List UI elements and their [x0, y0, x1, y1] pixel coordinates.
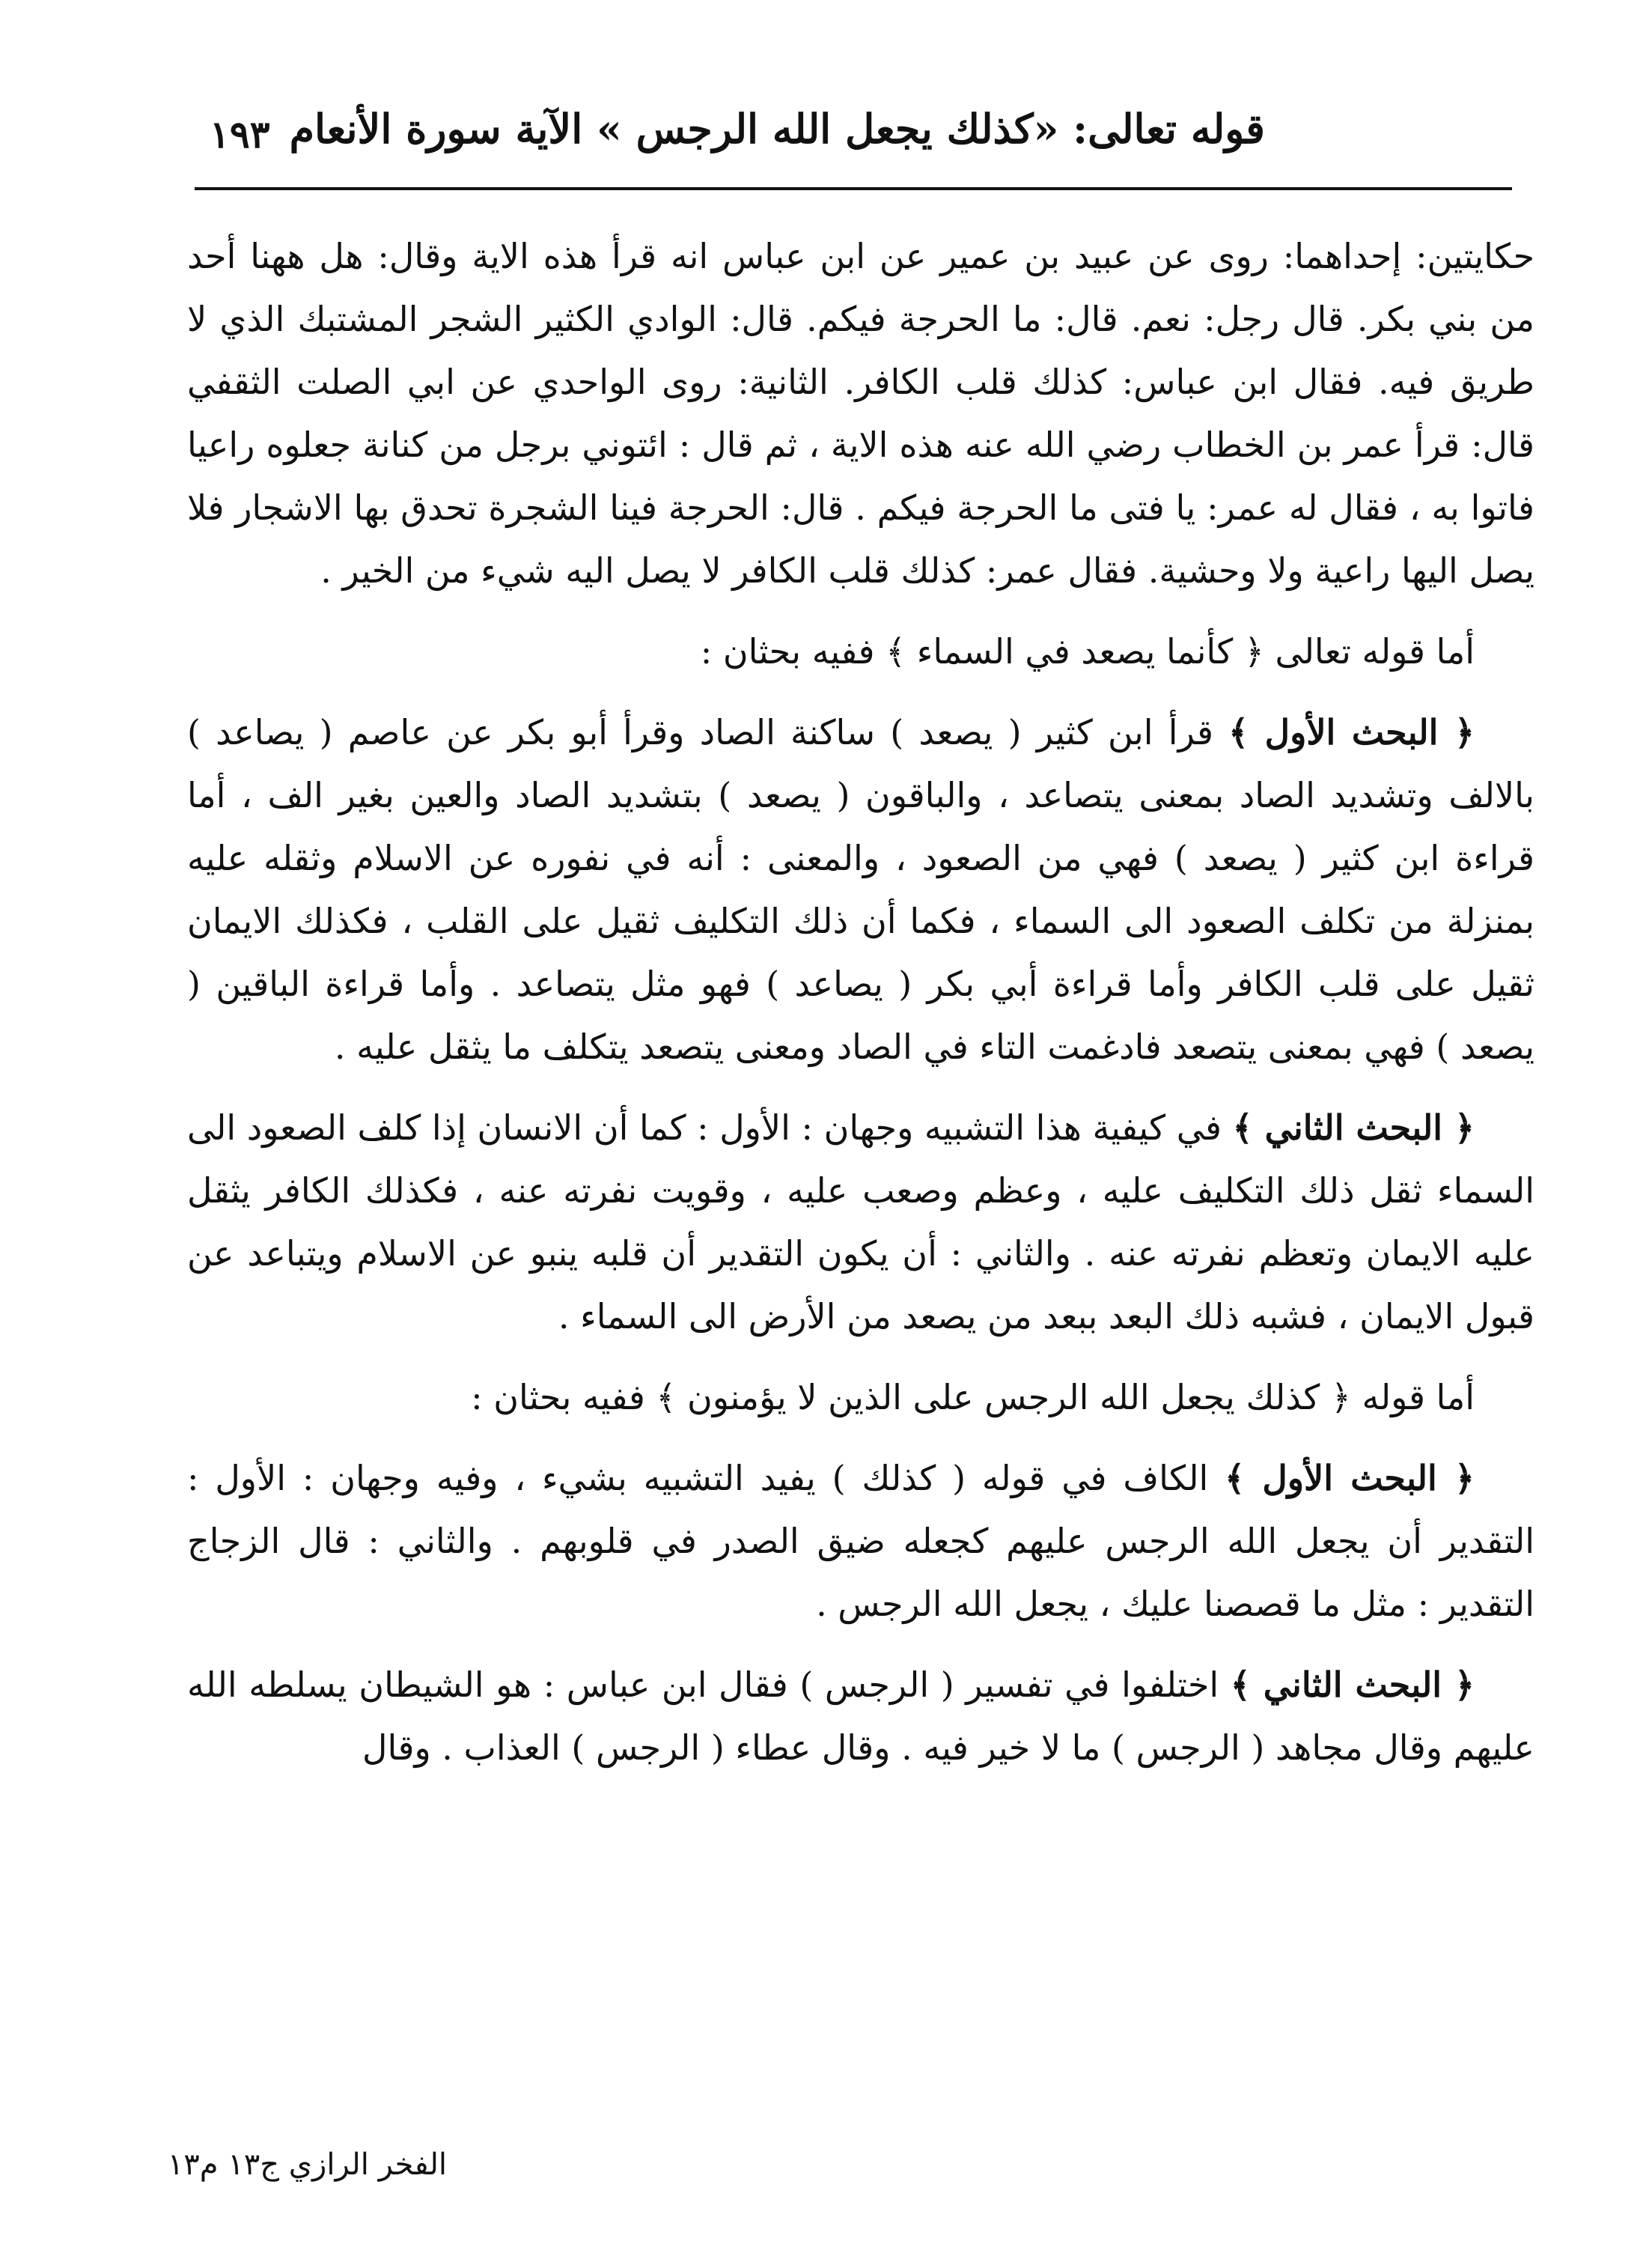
paragraph-text: اختلفوا في تفسير ( الرجس ) فقال ابن عباس : هو الشيطان يسلطه الله عليهم وقال مجاهد ( الرجس ) ما لا خير فيه . وقال عطاء ( الرجس ) العذاب . وقال — [187, 1664, 1534, 1768]
section-heading: ﴿ البحث الثاني ﴾ — [1232, 1107, 1475, 1148]
section-heading: ﴿ البحث الأول ﴾ — [1228, 712, 1475, 752]
paragraph-text: في كيفية هذا التشبيه وجهان : الأول : كما أن الانسان إذا كلف الصعود الى السماء ثقل ذلك التكليف عليه ، وعظم وصعب عليه ، وقويت نفرته عنه ، فكذلك الكافر يثقل عليه الايمان وتعظم نفرته عنه . والثاني : أن يكون التقدير أن قلبه ينبو عن الاسلام ويتباعد عن قبول الايمان ، فشبه ذلك البعد ببعد من يصعد من الأرض الى السماء . — [187, 1107, 1534, 1337]
paragraph-text: أما قوله تعالى ﴿ كأنما يصعد في السماء ﴾ ففيه بحثان : — [700, 631, 1475, 672]
paragraph-first-discussion-2 — [187, 1447, 1534, 1635]
paragraph-text: الكاف في قوله ( كذلك ) يفيد التشبيه بشيء ، وفيه وجهان : الأول : التقدير أن يجعل الله الرجس عليهم كجعله ضيق الصدر في قلوبهم . والثاني : قال الزجاج التقدير : مثل ما قصصنا عليك ، يجعل الله الرجس . — [187, 1458, 1534, 1624]
paragraph-second-discussion-1 — [187, 1096, 1534, 1348]
paragraph-second-discussion-2 — [187, 1653, 1534, 1779]
paragraph-text: حكايتين: إحداهما: روى عن عبيد بن عمير عن ابن عباس انه قرأ هذه الاية وقال: هل ههنا أحد من بني بكر. قال رجل: نعم. قال: ما الحرجة فيكم. قال: الوادي الكثير الشجر المشتبك الذي لا طريق فيه. فقال ابن عباس: كذلك قلب الكافر. الثانية: روى الواحدي عن ابي الصلت الثقفي قال: قرأ عمر بن الخطاب رضي الله عنه هذه الاية ، ثم قال : ائتوني برجل من كنانة جعلوه راعيا فاتوا به ، فقال له عمر: يا فتى ما الحرجة فيكم . قال: الحرجة فينا الشجرة تحدق بها الاشجار فلا يصل اليها راعية ولا وحشية. فقال عمر: كذلك قلب الكافر لا يصل اليه شيء من الخير . — [187, 236, 1534, 591]
paragraph-verse-intro-1 — [187, 620, 1534, 683]
body-text — [187, 225, 1534, 1797]
paragraph-text: أما قوله ﴿ كذلك يجعل الله الرجس على الذين لا يؤمنون ﴾ ففيه بحثان : — [471, 1377, 1475, 1417]
paragraph-verse-intro-2 — [187, 1366, 1534, 1429]
section-heading: ﴿ البحث الأول ﴾ — [1225, 1458, 1475, 1498]
paragraph-first-discussion-1 — [187, 701, 1534, 1078]
page-footer-signature: الفخر الرازي ج١٣ م١٣ — [167, 2147, 447, 2182]
section-heading: ﴿ البحث الثاني ﴾ — [1230, 1664, 1475, 1705]
page-number: ١٩٣ — [210, 112, 270, 156]
paragraph-stories — [187, 225, 1534, 602]
paragraph-text: قرأ ابن كثير ( يصعد ) ساكنة الصاد وقرأ أبو بكر عن عاصم ( يصاعد ) بالالف وتشديد الصاد بمعنى يتصاعد ، والباقون ( يصعد ) بتشديد الصاد والعين بغير الف ، أما قراءة ابن كثير ( يصعد ) فهي من الصعود ، والمعنى : أنه في نفوره عن الاسلام وثقله عليه بمنزلة من تكلف الصعود الى السماء ، فكما أن ذلك التكليف ثقيل على القلب ، فكذلك الايمان ثقيل على قلب الكافر وأما قراءة أبي بكر ( يصاعد ) فهو مثل يتصاعد . وأما قراءة الباقين ( يصعد ) فهي بمعنى يتصعد فادغمت التاء في الصاد ومعنى يتصعد يتكلف ما يثقل عليه . — [187, 712, 1534, 1067]
running-title: قوله تعالى: «كذلك يجعل الله الرجس » الآية سورة الأنعام — [289, 105, 1265, 153]
page-header — [195, 97, 1512, 190]
